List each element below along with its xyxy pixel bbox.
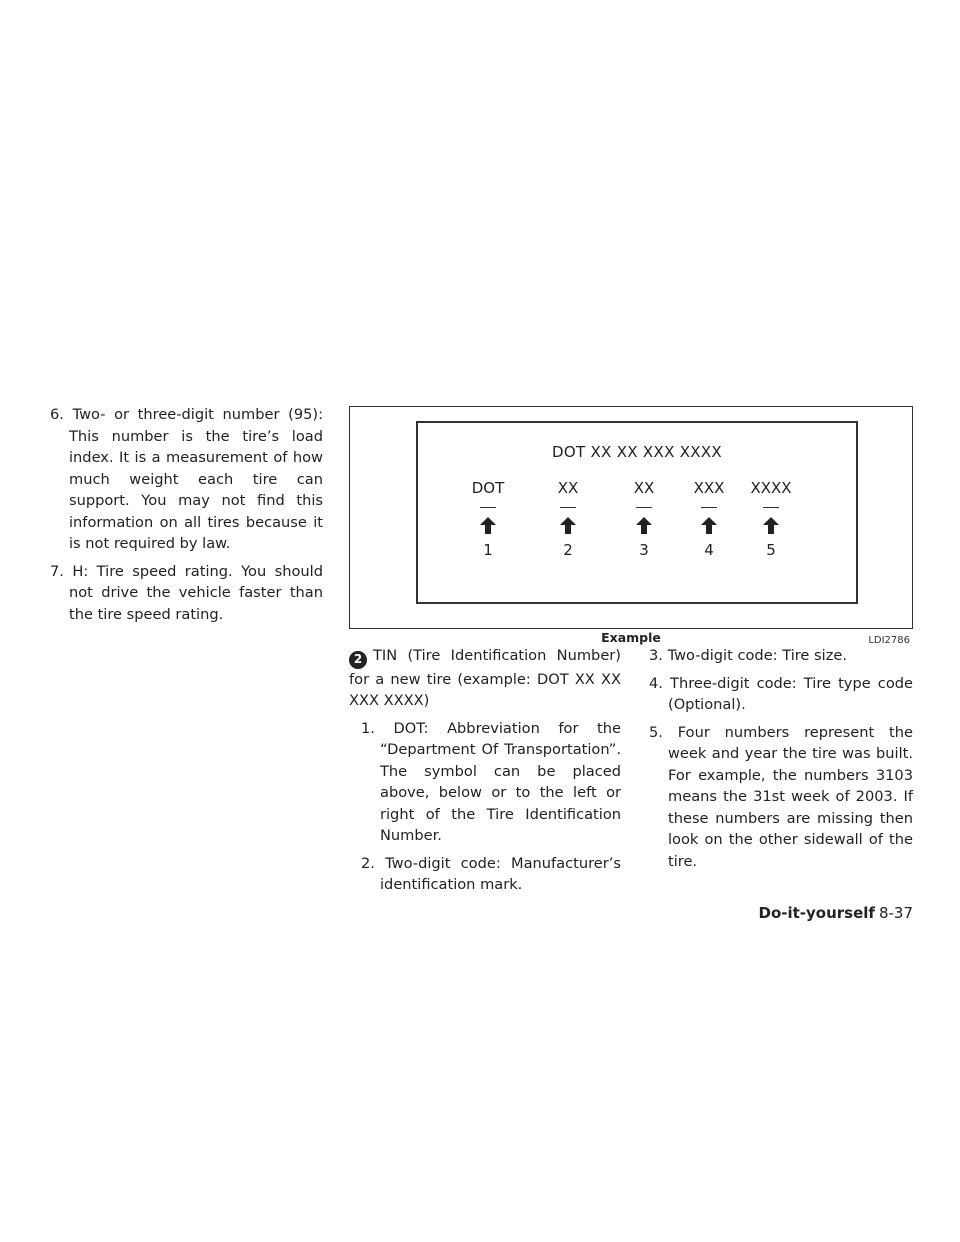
page-number: 8-37 — [878, 904, 913, 922]
item-text: H: Tire speed rating. You should not drive the vehicle faster than the tire speed rating. — [69, 562, 323, 623]
up-arrow-icon — [528, 513, 608, 537]
right-column — [649, 645, 913, 878]
item-number: 7. — [50, 562, 64, 580]
up-arrow-icon — [448, 513, 528, 537]
left-column — [50, 404, 323, 631]
page-footer — [759, 904, 914, 922]
tin-part-1 — [448, 479, 528, 559]
tin-diagram-box — [416, 421, 858, 604]
figure-caption: Example — [601, 630, 661, 645]
footer-section-title: Do-it-yourself — [758, 904, 875, 922]
list-item — [649, 673, 913, 716]
tin-part-label: DOT — [471, 479, 505, 497]
item-text: Three-digit code: Tire type code (Optional). — [668, 674, 913, 713]
list-item — [50, 561, 323, 626]
tin-part-number: 1 — [483, 541, 493, 559]
item-number: 5. — [649, 723, 663, 741]
item-number: 1. — [361, 719, 375, 737]
item-number: 3. — [649, 647, 663, 664]
tin-part-label: XXXX — [750, 479, 792, 497]
tin-part-number: 5 — [766, 541, 776, 559]
item-number: 6. — [50, 406, 64, 423]
list-item — [649, 722, 913, 873]
list-item — [361, 853, 621, 896]
tin-part-label: XX — [633, 479, 655, 497]
tin-part-number: 2 — [563, 541, 573, 559]
dash-line — [528, 499, 608, 513]
section-number-badge: 2 — [349, 651, 367, 669]
item-number: 4. — [649, 674, 663, 692]
item-text: Two- or three-digit number (95): This number is the tire’s load index. It is a measurement of how much weight each tire can support. You may not find this information on all tires because it is not required by law. — [69, 406, 323, 552]
item-text: DOT: Abbreviation for the “Department Of Transportation”. The symbol can be placed above, below or to the left or right of the Tire Identification Number. — [380, 719, 621, 845]
item-number: 2. — [361, 854, 375, 872]
tin-intro-text: TIN (Tire Identification Number) for a new tire (example: DOT XX XX XXX XXXX) — [349, 647, 621, 710]
dash-line — [731, 499, 811, 513]
tin-intro — [349, 645, 621, 712]
tin-part-number: 3 — [639, 541, 649, 559]
item-text: Four numbers represent the week and year the tire was built. For example, the numbers 3103 means the 31st week of 2003. If these numbers are missing then look on the other sidewall of the tire. — [668, 723, 913, 870]
figure-reference-code: LDI2786 — [868, 635, 910, 646]
middle-column — [349, 645, 621, 902]
tin-code-text: DOT XX XX XXX XXXX — [551, 443, 723, 461]
up-arrow-icon — [731, 513, 811, 537]
list-item — [50, 404, 323, 555]
tin-part-label: XX — [557, 479, 579, 497]
item-text: Two-digit code: Tire size. — [667, 647, 847, 664]
tin-part-5 — [731, 479, 811, 559]
tin-part-number: 4 — [704, 541, 714, 559]
item-text: Two-digit code: Manufacturer’s identification mark. — [380, 854, 622, 894]
list-item — [361, 718, 621, 847]
dash-line — [448, 499, 528, 513]
tin-part-label: XXX — [693, 479, 725, 497]
list-item — [649, 645, 913, 667]
tin-part-2 — [528, 479, 608, 559]
